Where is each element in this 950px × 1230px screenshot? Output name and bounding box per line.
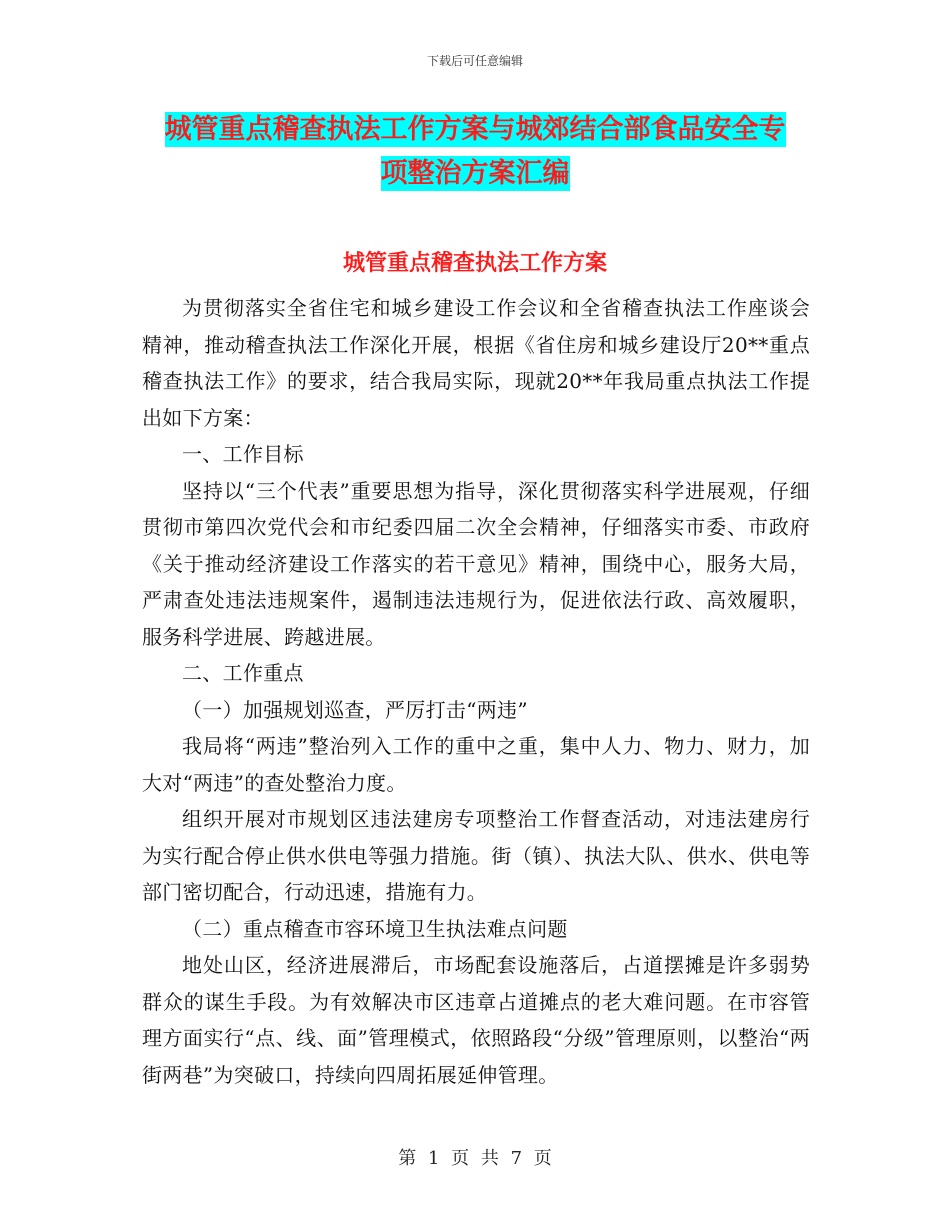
subheading-city-sanitation: （二）重点稽查市容环境卫生执法难点问题 [182, 916, 568, 941]
paragraph-intro: 为贯彻落实全省住宅和城乡建设工作会议和全省稽查执法工作座谈会精神，推动稽查执法工作深化开展，根据《省住房和城乡建设厅20**重点稽查执法工作》的要求，结合我局实际，现就20**年我局重点执法工作提出如下方案： [142, 296, 810, 430]
page-header-note: 下载后可任意编辑 [426, 54, 523, 68]
document-title-line-1: 城管重点稽查执法工作方案与城郊结合部食品安全专 [164, 114, 786, 145]
page-number: 第 1 页 共 7 页 [398, 1148, 552, 1169]
paragraph-inspection: 组织开展对市规划区违法建房专项整治工作督查活动，对违法建房行为实行配合停止供水供电等强力措施。街（镇）、执法大队、供水、供电等部门密切配合，行动迅速，措施有力。 [142, 807, 810, 904]
document-title-line-2: 项整治方案汇编 [380, 158, 570, 189]
document-body [142, 290, 810, 1093]
section-title: 城管重点稽查执法工作方案 [342, 251, 607, 276]
paragraph-mountain-area: 地处山区，经济进展滞后，市场配套设施落后，占道摆摊是许多弱势群众的谋生手段。为有效解决市区违章占道摊点的老大难问题。在市容管理方面实行“点、线、面”管理模式，依照路段“分级”管理原则，以整治“两街两巷”为突破口，持续向四周拓展延伸管理。 [142, 953, 810, 1087]
heading-work-focus: 二、工作重点 [182, 661, 304, 685]
heading-work-goals: 一、工作目标 [182, 442, 304, 466]
subheading-planning-patrol: （一）加强规划巡查，严厉打击“两违” [182, 697, 528, 722]
paragraph-two-violations: 我局将“两违”整治列入工作的重中之重，集中人力、物力、财力，加大对“两违”的查处整治力度。 [142, 734, 810, 795]
paragraph-goals: 坚持以“三个代表”重要思想为指导，深化贯彻落实科学进展观，仔细贯彻市第四次党代会和市纪委四届二次全会精神，仔细落实市委、市政府《关于推动经济建设工作落实的若干意见》精神，围绕中心，服务大局，严肃查处违法违规案件，遏制违法违规行为，促进依法行政、高效履职，服务科学进展、跨越进展。 [142, 478, 810, 649]
document-title [0, 108, 950, 196]
